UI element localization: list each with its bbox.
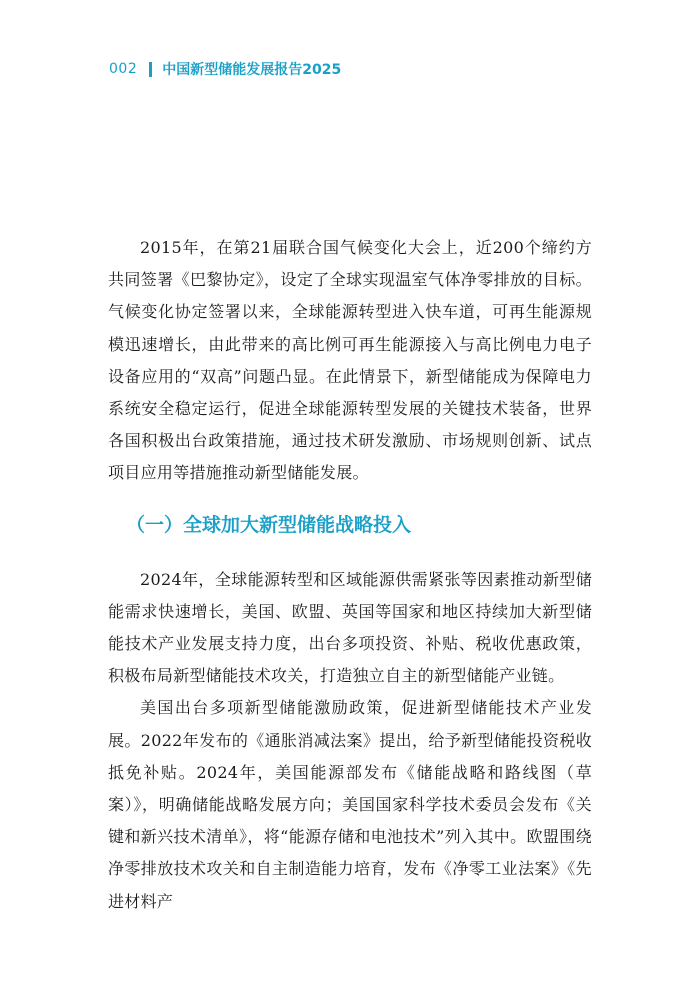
header-divider [149, 62, 152, 77]
body-paragraph-global: 2024年，全球能源转型和区域能源供需紧张等因素推动新型储能需求快速增长，美国、欧盟、英国等国家和地区持续加大新型储能技术产业发展支持力度，出台多项投资、补贴、税收优惠政策，积极布局新型储能技术攻关，打造独立自主的新型储能产业链。 [108, 569, 592, 686]
intro-paragraph: 2015年，在第21届联合国气候变化大会上，近200个缔约方共同签署《巴黎协定》，设定了全球实现温室气体净零排放的目标。气候变化协定签署以来，全球能源转型进入快车道，可再生能源规模迅速增长，由此带来的高比例可再生能源接入与高比例电力电子设备应用的“双高”问题凸显。在此情景下，新型储能成为保障电力系统安全稳定运行，促进全球能源转型发展的关键技术装备，世界各国积极出台政策措施，通过技术研发激励、市场规则创新、试点项目应用等措施推动新型储能发展。 [108, 238, 592, 483]
report-title: 中国新型储能发展报告2025 [162, 62, 342, 78]
body-paragraph-usa: 美国出台多项新型储能激励政策，促进新型储能技术产业发展。2022年发布的《通胀消减法案》提出，给予新型储能投资税收抵免补贴。2024年，美国能源部发布《储能战略和路线图（草案）》，明确储能战略发展方向；美国国家科学技术委员会发布《关键和新兴技术清单》，将“能源存储和电池技术”列入其中。欧盟围绕净零排放技术攻关和自主制造能力培育，发布《净零工业法案》《先进材料产 [108, 698, 592, 911]
section-heading: （一）全球加大新型储能战略投入 [126, 513, 412, 536]
page-number: 002 [109, 61, 138, 77]
page-header [109, 58, 341, 80]
document-body [108, 232, 592, 918]
